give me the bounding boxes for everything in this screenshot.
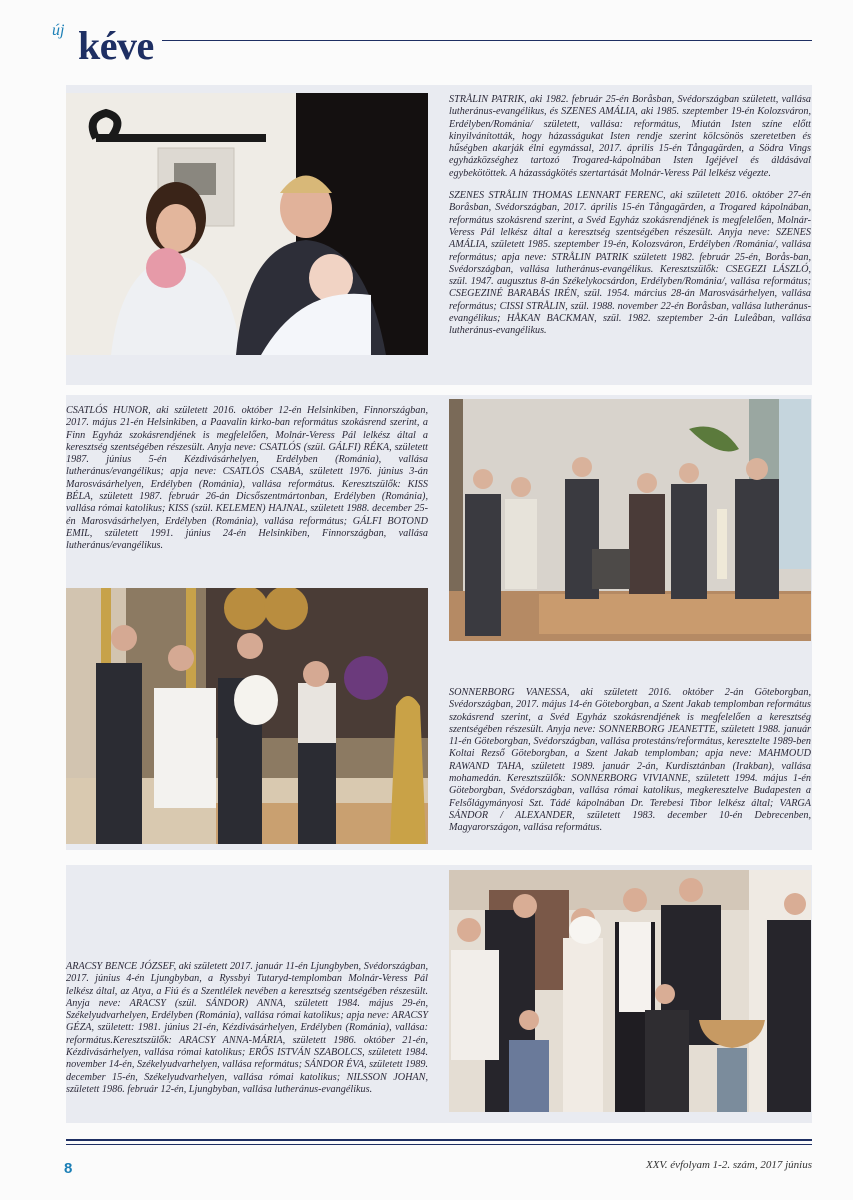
header-rule: [162, 40, 812, 41]
page-number: 8: [64, 1160, 73, 1177]
issue-info: XXV. évfolyam 1-2. szám, 2017 június: [645, 1159, 812, 1171]
section-1-text: [449, 94, 811, 348]
wedding-photo: [66, 93, 428, 355]
altar-family-photo: [66, 588, 428, 844]
logo-prefix: új: [52, 22, 65, 39]
baptismal-font-photo: [449, 870, 811, 1112]
footer-rule-top: [66, 1139, 812, 1141]
section-3-text: [449, 687, 811, 845]
church-baptism-photo: [449, 399, 811, 641]
marriage-notice: STRÅLIN PATRIK, aki 1982. február 25-én Boråsban, Svédországban született, vallása lutheránus-evangélikus, és SZENES AMÁLIA, aki 1985. szeptember 19-én Kolozsváron, Erdélyben/Románia/ született, vallása: református, Miután Isten színe előtt kinyilvánították, hogy házasságukat Isten rendje szerint kölcsönös szeretetben és hűségben akarják élni egymással, 2017. április 15-én Tångagärden, a Södra Vings egyházközséghez tartozó Trogared-kápolnában Isten Igéjével és áldásával egybekötöttek. A házasságkötés szertartását Molnár-Veress Pál lelkész végezte.: [449, 94, 811, 179]
baptism-notice-sonnerborg: SONNERBORG VANESSA, aki született 2016. október 2-án Göteborgban, Svédországban, 2017. május 14-én Göteborgban, a Szent Jakab templomban református szokásrend szerint, a Svéd Egyház szokásrendjének is megfelelően a keresztség szentségében részesült. Anyja neve: SONNERBORG JEANETTE, született 1988. január 11-én Göteborgban, Svédországban, vallása protestáns/református, keresztelte 1989-ben Koltai Rezső Göteborgban, a Szent Jakab templomban; apja neve: MAHMOUD RAWAND TAHA, született 1989. január 2-án, Kurdisztánban (Irakban), vallása mohamedán. Keresztszülők: SONNERBORG VIVIANNE, született 1994. május 1-én Göteborgban, Svédországban, vallása római katolikus, megkeresztelve Budapesten a Felsőlágymányosi Szt. Tádé kápolnában Dr. Terebesi Tibor lelkész által; VARGA SÁNDOR / ALEXANDER, született 1983. december 10-én Debrecenben, Magyarországon, vallása református.: [449, 687, 811, 834]
footer-rule-bottom: [66, 1144, 812, 1145]
baptism-notice-aracsy: ARACSY BENCE JÓZSEF, aki született 2017. január 11-én Ljungbyben, Svédországban, 2017. június 4-én Ljungbyban, a Ryssbyi Tutaryd-templomban Molnár-Veress Pál lelkész által, az Atya, a Fiú és a Szentlélek nevében a keresztség szentségében részesült. Anyja neve: ARACSY (szül. SÁNDOR) ANNA, született 1984. május 29-én, Székelyudvarhelyen, Erdélyben (Románia), vallása római katolikus; apja neve: ARACSY GÉZA, született: 1981. június 21-én, Kézdivásárhelyen, Erdélyben (Románia), vallása: református.Keresztszülők: ARACSY ANNA-MÁRIA, született 1986. október 21-én, Kézdivásárhelyen, vallása római katolikus; ERŐS ISTVÁN SZABOLCS, született 1984. november 14-én, Székelyudvarhelyen, vallása református; SÁNDOR ÉVA, született 1989. december 15-én, Székelyudvarhelyen, vallása római katolikus; NILSSON JOHAN, született 1986. február 12-én, Ljungbyban, vallása lutheránus-evangélikus.: [66, 961, 428, 1095]
baptism-notice-csatlos: CSATLÓS HUNOR, aki született 2016. október 12-én Helsinkiben, Finnországban, 2017. május 21-én Helsinkiben, a Paavalin kirko-ban református szokásrend szerint, a Finn Egyház szokásrendjének is megfelelően, Molnár-Veress Pál lelkész által a keresztség szentségében részesült. Anyja neve: CSATLÓS (szül. GÁLFI) RÉKA, született 1987. június 5-én Kézdivásárhelyen, Erdélyben (Románia), vallása lutheránus/evangélikus; apja neve: CSATLÓS CSABA, született 1976. június 3-án Marosvásárhelyen, Erdélyben (Románia), vallása református. Keresztszülők: KISS BÉLA, született 1987. február 26-án Dicsőszentmártonban, Erdélyben (Románia), vallása római katolikus; KISS (szül. KELEMEN) HAJNAL, született 1988. december 25-én Marosvásárhelyen, Erdélyben (Románia), vallása református; GÁLFI BOTOND EMIL, született 1991. június 24-én Helsinkiben, Finnországban, vallása lutheránus/evangélikus.: [66, 405, 428, 552]
logo-title: kéve: [78, 23, 154, 68]
baptism-notice-szenes: SZENES STRÅLIN THOMAS LENNART FERENC, aki született 2016. október 27-én Boråsban, Svédországban, 2017. április 15-én Tångagärden, a Trogared kápolnában, református szokásrend szerint, a Svéd Egyház szokásrendjének is megfelelően, Molnár-Veress Pál lelkész által a keresztség szentségében részesült. Anyja neve: SZENES AMÁLIA, született 1985. szeptember 19-én, Kolozsváron, Erdélyben /Románia/, vallása református; apja neve: STRÅLIN PATRIK született 1982. február 25-én, Borås-ban, Svédországban, vallása lutheránus-evangélikus. Keresztszülők: CSEGEZI LÁSZLÓ, szül. 1947. augusztus 8-án Székelykocsárdon, Erdélyben/Románia/, vallása református; CSEGEZINÉ BARABÁS IRÉN, szül. 1954. március 28-án Marosvásárhelyen, vallása református; CISSI STRÅLIN, szül. 1988. november 22-én Boråsban, vallása lutheránus-evangélikus; HÅKAN BACKMAN, szül. 1982. szeptember 2-án Luleåban, vallása lutheránus-evangélikus.: [449, 190, 811, 337]
section-2-text: [66, 405, 428, 563]
section-4-text: [66, 961, 428, 1106]
magazine-logo: [52, 20, 182, 68]
